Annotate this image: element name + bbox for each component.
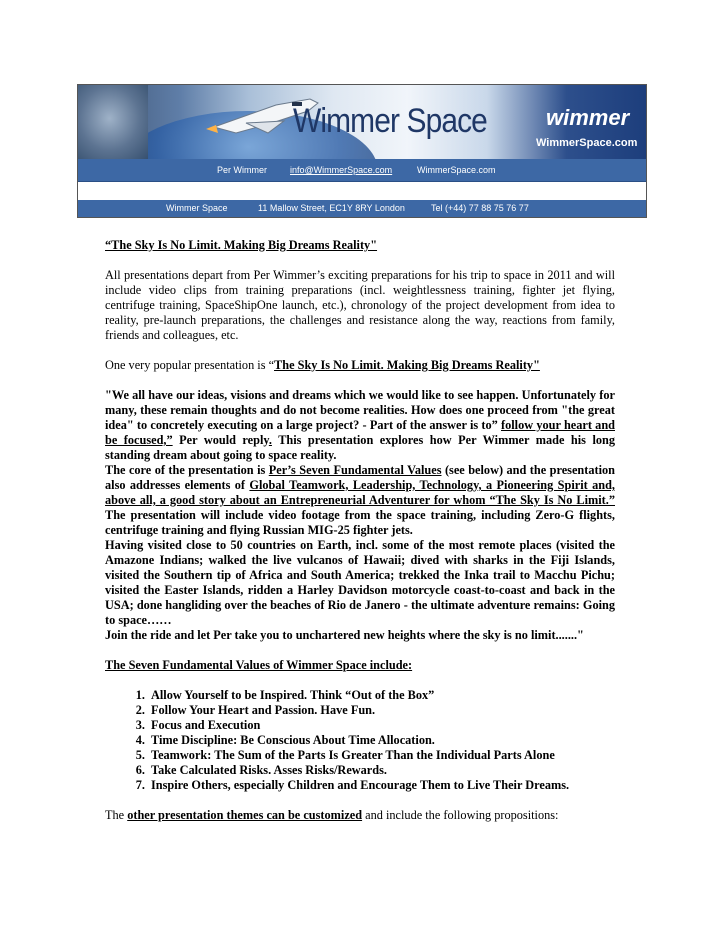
footer-company: Wimmer Space bbox=[166, 203, 228, 213]
brand-name: Wimmer Space bbox=[293, 102, 487, 140]
join-paragraph: Join the ride and let Per take you to unchartered new heights where the sky is no limit......." bbox=[105, 628, 584, 642]
travel-paragraph: Having visited close to 50 countries on Earth, incl. some of the most remote places (visited the Amazone Indians; walked the live vulcanos of Hawaii; dived with sharks in the Fiji Islands, visited the Southern tip of Africa and South America; trekked the Inka trail to Macchu Pichu; visited the Easter Islands, ridden a Harley Davidson motorcycle coast-to-coast and back in the USA; done hangliding over the beaches of Rio de Janero - the ultimate adventure remains: Going to space…… bbox=[105, 538, 615, 627]
core-text-1: The core of the presentation is bbox=[105, 463, 269, 477]
core-link-values: Per’s Seven Fundamental Values bbox=[268, 463, 442, 477]
contact-bar bbox=[78, 159, 646, 181]
quote-end: This presentation explores how Per Wimmer made his long standing dream about going to space reality. bbox=[105, 433, 615, 462]
quote-mid: Per would reply bbox=[172, 433, 269, 447]
quote-text: "We all have our ideas, visions and dreams which we would like to see happen. Unfortunately for many, these remain thoughts and do not become realities. How does one proceed from "the great idea" to concretely executing on a large project? - Part of the answer is to” bbox=[105, 388, 615, 432]
contact-email-link[interactable]: info@WimmerSpace.com bbox=[290, 165, 393, 175]
contact-name: Per Wimmer bbox=[217, 165, 267, 175]
footer-phone: Tel (+44) 77 88 75 76 77 bbox=[431, 203, 529, 213]
letterhead bbox=[77, 84, 647, 218]
core-text-2: (see below) and the presentation also addresses elements of bbox=[105, 463, 615, 492]
other-suffix: and include the following propositions: bbox=[362, 808, 559, 822]
core-paragraph bbox=[105, 463, 615, 538]
quote-paragraph bbox=[105, 388, 615, 463]
values-heading: The Seven Fundamental Values of Wimmer Space include: bbox=[105, 658, 413, 672]
logo-website: WimmerSpace.com bbox=[536, 137, 638, 149]
list-item: 1. Allow Yourself to be Inspired. Think “Out of the Box” bbox=[148, 688, 615, 703]
core-link-elements: Global Teamwork, Leadership, Technology, a Pioneering Spirit and, above all, a good story about an Entrepreneurial Adventurer for whom “The Sky Is No Limit.” bbox=[105, 478, 615, 507]
intro-paragraph: All presentations depart from Per Wimmer’s exciting preparations for his trip to space in 2011 and will include video clips from training preparations (incl. weightlessness training, fighter jet flying, centrifuge training, SpaceShipOne launch, etc.), chronology of the project development from idea to reality, pre-launch preparations, the challenges and resistance along the way, reactions from family, friends and colleagues, etc. bbox=[105, 268, 615, 342]
document-body bbox=[105, 238, 615, 823]
banner bbox=[78, 85, 646, 159]
other-prefix: The bbox=[105, 808, 128, 822]
values-list bbox=[105, 688, 615, 793]
core-text-3: The presentation will include video footage from the space training, including Zero-G flights, centrifuge training and flying Russian MIG-25 fighter jets. bbox=[105, 508, 615, 537]
list-item: 5. Teamwork: The Sum of the Parts Is Greater Than the Individual Parts Alone bbox=[148, 748, 615, 763]
list-item: 3. Focus and Execution bbox=[148, 718, 615, 733]
footer-address: 11 Mallow Street, EC1Y 8RY London bbox=[258, 203, 405, 213]
list-item: 7. Inspire Others, especially Children and Encourage Them to Live Their Dreams. bbox=[148, 778, 615, 793]
popular-title: The Sky Is No Limit. Making Big Dreams Reality" bbox=[274, 358, 540, 372]
popular-prefix: One very popular presentation is “ bbox=[105, 358, 275, 372]
other-themes-link: other presentation themes can be customized bbox=[127, 808, 363, 822]
list-item: 2. Follow Your Heart and Passion. Have Fun. bbox=[148, 703, 615, 718]
quote-link: follow your heart and be focused,” bbox=[105, 418, 615, 447]
header-spacer bbox=[78, 181, 646, 201]
other-themes bbox=[105, 808, 615, 823]
list-item: 4. Time Discipline: Be Conscious About Time Allocation. bbox=[148, 733, 615, 748]
popular-presentation bbox=[105, 358, 615, 373]
document-title: “The Sky Is No Limit. Making Big Dreams Reality" bbox=[105, 238, 378, 252]
quote-dot: . bbox=[268, 433, 272, 447]
contact-website: WimmerSpace.com bbox=[417, 165, 496, 175]
wimmer-logo: wimmer bbox=[546, 105, 630, 130]
address-bar bbox=[78, 200, 646, 217]
portrait-image bbox=[78, 85, 148, 159]
list-item: 6. Take Calculated Risks. Asses Risks/Rewards. bbox=[148, 763, 615, 778]
